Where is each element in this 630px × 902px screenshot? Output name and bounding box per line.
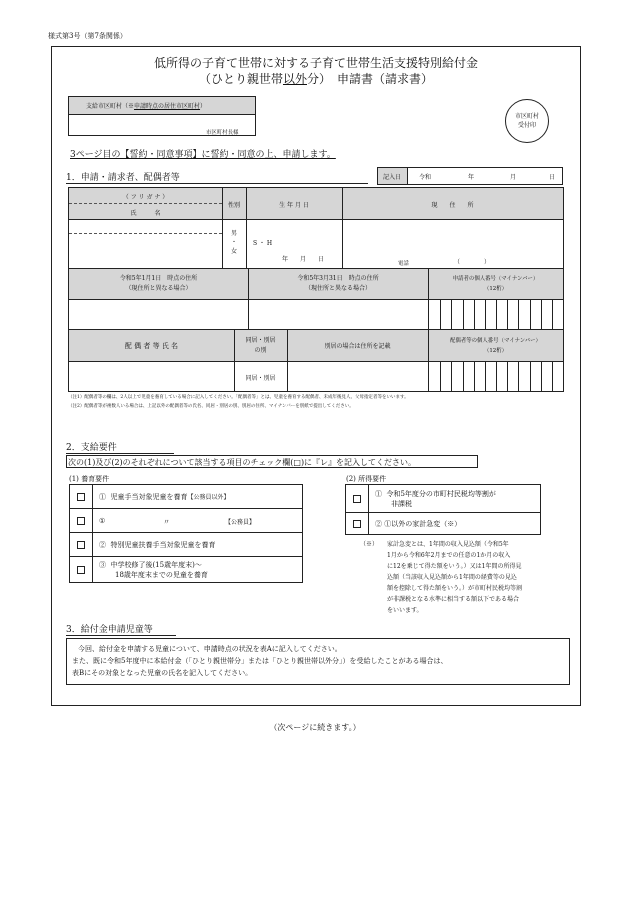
- phone-parens: （ ）: [454, 259, 491, 266]
- req1-title: (1) 養育要件: [69, 475, 110, 483]
- section2-title: 2．支給要件: [66, 443, 117, 453]
- addr-r5-0331-label: 令和5年3月31日 時点の住所 （現住所と異なる場合）: [297, 275, 379, 292]
- digit-separator: [463, 362, 464, 391]
- checkbox-icon: [77, 566, 85, 574]
- req1-checkbox-1[interactable]: [70, 485, 93, 509]
- digit-separator: [474, 300, 475, 329]
- req2-checkbox-1[interactable]: [346, 485, 369, 513]
- digit-separator: [451, 362, 452, 391]
- gender-label: 性別: [227, 202, 240, 209]
- addr-r5-0101-field[interactable]: [69, 300, 248, 329]
- cohabit-choice[interactable]: 同居・別居: [245, 375, 276, 382]
- req1-table: ① 児童手当対象児童を養育【公務員以外】 ① 〃 【公務員】 ② 特別児童扶養手当対象児童を養育 ③ 中学校修了後(15歳年度末)〜 18歳年度末までの児童を養育: [69, 484, 303, 583]
- gender-choice[interactable]: 男 ・ 女: [230, 230, 237, 255]
- checkbox-icon: [77, 541, 85, 549]
- name-label: 氏 名: [130, 210, 161, 217]
- req1-checkbox-2[interactable]: [70, 509, 93, 533]
- mynumber-applicant-label: 申請者の個人番号（マイナンバー） （12桁）: [452, 276, 539, 292]
- digit-separator: [552, 300, 553, 329]
- note-1: （注1）配偶者等の欄は、2人以上で児童を養育している場合に記入してください。「配偶者等」とは、児童を養育する配偶者、未成年後見人、父母指定者等をいいます。: [68, 395, 409, 400]
- digit-separator: [552, 362, 553, 391]
- digit-separator: [485, 300, 486, 329]
- digit-separator: [507, 300, 508, 329]
- addr-r5-0101-label: 令和5年1月1日 時点の住所 （現住所と異なる場合）: [119, 275, 198, 292]
- separate-address-label: 別居の場合は住所を記載: [324, 343, 391, 350]
- applicant-name-field[interactable]: [69, 220, 222, 268]
- birth-ymd: 年 月 日: [282, 256, 325, 263]
- phone-label: 電話: [398, 261, 409, 267]
- spouse-name-label: 配 偶 者 等 氏 名: [124, 342, 179, 350]
- digit-separator: [496, 300, 497, 329]
- form-title: 低所得の子育て世帯に対する子育て世帯生活支援特別給付金: [153, 56, 478, 70]
- form-number: 様式第3号（第7条関係）: [48, 32, 127, 40]
- furigana-label: （ フ リ ガ ナ ）: [122, 194, 169, 201]
- kakei-mark: （※）: [360, 541, 379, 548]
- digit-separator: [463, 300, 464, 329]
- digit-separator: [530, 362, 531, 391]
- digit-separator: [507, 362, 508, 391]
- digit-separator: [496, 362, 497, 391]
- digit-separator: [451, 300, 452, 329]
- req2-checkbox-2[interactable]: [346, 513, 369, 535]
- consent-text: 3ページ目の【誓約・同意事項】に誓約・同意の上、申請します。: [70, 150, 336, 160]
- reception-stamp-circle: 市区町村 受付印: [505, 99, 549, 143]
- municipality-head-suffix: 市区町村長様: [206, 130, 239, 136]
- separate-address-field[interactable]: [288, 362, 428, 391]
- digit-separator: [485, 362, 486, 391]
- cohabit-label: 同居・別居 の別: [245, 337, 276, 354]
- checkbox-icon: [77, 517, 85, 525]
- address-label: 現 住 所: [431, 202, 474, 209]
- checkbox-icon: [77, 493, 85, 501]
- digit-separator: [440, 362, 441, 391]
- digit-separator: [440, 300, 441, 329]
- req1-checkbox-4[interactable]: [70, 557, 93, 583]
- digit-separator: [474, 362, 475, 391]
- mynumber-spouse-label: 配偶者等の個人番号（マイナンバー） （12桁）: [450, 338, 541, 354]
- spouse-name-field[interactable]: [69, 362, 234, 391]
- digit-separator: [518, 362, 519, 391]
- continue-note: （次ページに続きます。）: [269, 723, 361, 732]
- digit-separator: [530, 300, 531, 329]
- digit-separator: [541, 362, 542, 391]
- entry-date-label: 記入日: [383, 174, 402, 181]
- addr-r5-0331-field[interactable]: [249, 300, 428, 329]
- digit-separator: [518, 300, 519, 329]
- form-subtitle: （ひとり親世帯以外分） 申請書（請求書）: [198, 72, 434, 86]
- req1-checkbox-3[interactable]: [70, 533, 93, 557]
- checkbox-icon: [353, 520, 361, 528]
- req2-title: (2) 所得要件: [346, 475, 387, 483]
- note-2: （注2）配偶者等が複数人いる場合は、上記以外の配偶者等の氏名、同居・別居の別、別居の住所、マイナンバーを別紙で提出してください。: [68, 404, 354, 409]
- section1-title: 1．申請・請求者、配偶者等: [66, 173, 180, 183]
- section2-instruction: 次の(1)及び(2)のそれぞれについて該当する項目のチェック欄(□)に『レ』を記入してください。: [68, 458, 417, 467]
- section3-title: 3．給付金申請児童等: [66, 625, 153, 635]
- checkbox-icon: [353, 495, 361, 503]
- birthdate-label: 生 年 月 日: [279, 202, 309, 209]
- kakei-definition: 家計急変とは、1年間の収入見込額（令和5年 1月から令和6年2月までの任意の1か月の収入 に12を乗じて得た額をいう。）又は1年間の所得見 込額（当該収入見込額から1年間の経費等の見込 額を控除して得た額をいう。）が市町村民税均等割 が非課税となる水準に相当する額以下である場合 をいいます。: [387, 541, 523, 614]
- birth-era[interactable]: S ・ H: [253, 240, 273, 247]
- digit-separator: [541, 300, 542, 329]
- req2-table: ① 令和5年度分の市町村民税均等割が 非課税 ② ①以外の家計急変（※）: [345, 484, 541, 535]
- current-address-field[interactable]: [343, 220, 563, 268]
- municipality-label: 支給市区町村（※申請時点の居住市区町村）: [86, 103, 207, 110]
